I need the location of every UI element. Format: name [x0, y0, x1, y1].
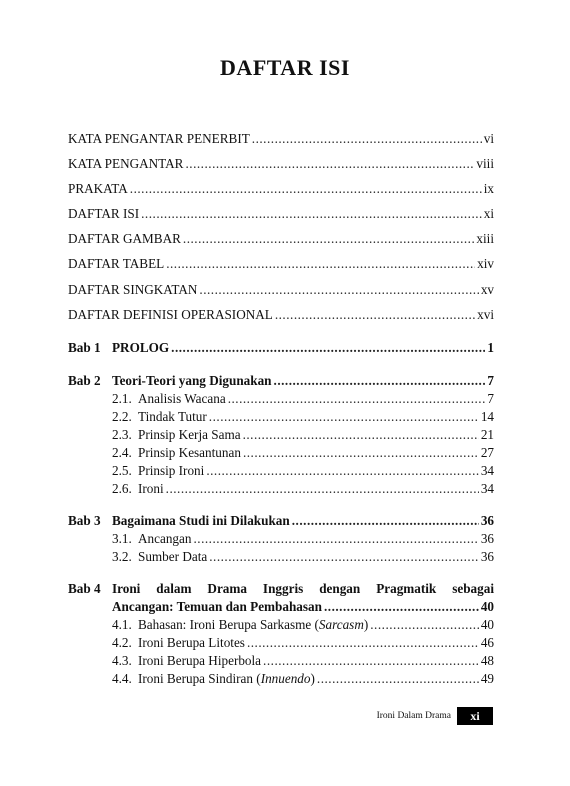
- section-title: Prinsip Kerja Sama: [138, 426, 241, 442]
- section-number: 4.1.: [112, 616, 132, 632]
- section-number: 3.1.: [112, 530, 132, 546]
- toc-section-2-1[interactable]: [68, 390, 494, 408]
- toc-entry-prakata[interactable]: [68, 180, 494, 198]
- toc-section-4-3[interactable]: [68, 652, 494, 670]
- section-number: 3.2.: [112, 548, 132, 564]
- toc-entry-label: DAFTAR SINGKATAN: [68, 281, 198, 297]
- toc-entry-label: DAFTAR GAMBAR: [68, 231, 181, 247]
- section-number: 2.5.: [112, 462, 132, 478]
- section-page: 34: [480, 462, 494, 478]
- section-title-close: ): [310, 670, 315, 686]
- dot-leader: [171, 339, 485, 357]
- toc-section-3-2[interactable]: [68, 548, 494, 566]
- chapter-page: 40: [480, 598, 494, 614]
- section-number: 4.4.: [112, 670, 132, 686]
- section-number: 2.3.: [112, 426, 132, 442]
- chapter-page: 36: [480, 512, 494, 528]
- chapter-title-line-2: Ancangan: Temuan dan Pembahasan: [112, 598, 322, 614]
- section-title: Tindak Tutur: [138, 408, 207, 424]
- section-number: 4.3.: [112, 652, 132, 668]
- toc-chapter-4[interactable]: [68, 580, 494, 616]
- dot-leader: [324, 598, 479, 616]
- section-number: 2.6.: [112, 480, 132, 496]
- section-title: Prinsip Ironi: [138, 462, 205, 478]
- section-page: 21: [480, 426, 494, 442]
- section-title: Ironi: [138, 480, 164, 496]
- chapter-number: Bab 4: [68, 580, 101, 596]
- section-page: 34: [480, 480, 494, 496]
- page-title: DAFTAR ISI: [220, 55, 350, 80]
- dot-leader: [252, 130, 482, 148]
- dot-leader: [166, 255, 475, 273]
- section-title-italic: Innuendo: [260, 670, 311, 686]
- section-title: Ironi Berupa Litotes: [138, 634, 245, 650]
- chapter-number: Bab 1: [68, 339, 101, 355]
- chapter-page: 1: [487, 339, 494, 355]
- toc-entry-daftar-tabel[interactable]: [68, 255, 494, 273]
- dot-leader: [206, 462, 479, 480]
- dot-leader: [263, 652, 479, 670]
- section-page: 7: [487, 390, 494, 406]
- toc-section-2-5[interactable]: [68, 462, 494, 480]
- section-page: 36: [480, 530, 494, 546]
- chapter-page: 7: [487, 372, 494, 388]
- toc-entry-daftar-gambar[interactable]: [68, 230, 494, 248]
- page-number-badge: xi: [457, 707, 493, 725]
- dot-leader: [370, 616, 479, 634]
- section-title: Ironi Berupa Hiperbola: [138, 652, 262, 668]
- toc-section-3-1[interactable]: [68, 530, 494, 548]
- dot-leader: [141, 205, 482, 223]
- toc-section-4-1[interactable]: [68, 616, 494, 634]
- toc-section-2-3[interactable]: [68, 426, 494, 444]
- section-title-italic: Sarcasm: [318, 616, 364, 632]
- dot-leader: [243, 426, 479, 444]
- toc-entry-label: DAFTAR ISI: [68, 206, 140, 222]
- dot-leader: [130, 180, 482, 198]
- page-footer: [377, 707, 493, 725]
- toc-entry-label: KATA PENGANTAR: [68, 156, 184, 172]
- section-page: 14: [480, 408, 494, 424]
- section-number: 2.2.: [112, 408, 132, 424]
- chapter-number: Bab 2: [68, 372, 101, 388]
- toc-section-4-2[interactable]: [68, 634, 494, 652]
- toc-entry-label: PRAKATA: [68, 181, 128, 197]
- section-title-close: ): [363, 616, 369, 632]
- dot-leader: [185, 155, 474, 173]
- toc-entry-page: xiii: [476, 231, 494, 247]
- toc-section-2-6[interactable]: [68, 480, 494, 498]
- toc-section-4-4[interactable]: [68, 670, 494, 688]
- toc-section-2-4[interactable]: [68, 444, 494, 462]
- dot-leader: [183, 230, 475, 248]
- dot-leader: [292, 512, 479, 530]
- chapter-title-line-1: Ironi dalam Drama Inggris dengan Pragmatik sebagai: [112, 580, 494, 596]
- section-title: Bahasan: Ironi Berupa Sarkasme (: [138, 616, 319, 632]
- dot-leader: [247, 634, 479, 652]
- toc-chapter-2[interactable]: [68, 372, 494, 390]
- dot-leader: [243, 444, 479, 462]
- section-page: 48: [480, 652, 494, 668]
- toc-entry-page: vi: [483, 131, 494, 146]
- toc-entry-page: xvi: [477, 306, 494, 322]
- section-title: Prinsip Kesantunan: [138, 444, 241, 460]
- section-page: 49: [480, 670, 494, 686]
- toc-chapter-1[interactable]: [68, 339, 494, 357]
- toc-entry-page: ix: [483, 181, 494, 197]
- section-number: 2.4.: [112, 444, 132, 460]
- dot-leader: [209, 408, 479, 426]
- chapter-number: Bab 3: [68, 512, 101, 528]
- dot-leader: [209, 548, 479, 566]
- toc-entry-kata-pengantar[interactable]: [68, 155, 494, 173]
- toc-entry-page: xv: [480, 281, 494, 297]
- dot-leader: [166, 480, 479, 498]
- section-page: 36: [480, 548, 494, 564]
- running-footer-title: Ironi Dalam Drama: [376, 711, 451, 721]
- toc-entry-kata-pengantar-penerbit[interactable]: [68, 130, 494, 148]
- toc-entry-label: DAFTAR TABEL: [68, 256, 165, 272]
- dot-leader: [228, 390, 486, 408]
- chapter-title: Bagaimana Studi ini Dilakukan: [112, 512, 290, 528]
- section-title: Sumber Data: [138, 548, 208, 564]
- section-page: 27: [480, 444, 494, 460]
- section-title: Analisis Wacana: [138, 390, 226, 406]
- toc-entry-page: viii: [476, 156, 494, 172]
- toc-entry-label: KATA PENGANTAR PENERBIT: [68, 131, 250, 146]
- section-title: Ancangan: [138, 530, 192, 546]
- toc-entry-daftar-definisi-operasional[interactable]: [68, 306, 494, 324]
- toc-entry-label: DAFTAR DEFINISI OPERASIONAL: [68, 306, 273, 322]
- section-page: 46: [480, 634, 494, 650]
- toc-chapter-3[interactable]: [68, 512, 494, 530]
- toc-section-2-2[interactable]: [68, 408, 494, 426]
- section-page: 40: [480, 616, 494, 632]
- section-title: Ironi Berupa Sindiran (: [138, 670, 261, 686]
- toc-entry-page: xiv: [477, 256, 494, 272]
- toc-entry-page: xi: [483, 206, 494, 222]
- dot-leader: [317, 670, 479, 688]
- dot-leader: [193, 530, 478, 548]
- toc-entry-daftar-isi[interactable]: [68, 205, 494, 223]
- chapter-title: PROLOG: [112, 339, 170, 355]
- dot-leader: [199, 281, 478, 299]
- dot-leader: [274, 372, 486, 390]
- dot-leader: [275, 306, 475, 324]
- section-number: 4.2.: [112, 634, 132, 650]
- table-of-contents: [68, 130, 494, 688]
- toc-entry-daftar-singkatan[interactable]: [68, 281, 494, 299]
- section-number: 2.1.: [112, 390, 132, 406]
- chapter-title: Teori-Teori yang Digunakan: [112, 372, 272, 388]
